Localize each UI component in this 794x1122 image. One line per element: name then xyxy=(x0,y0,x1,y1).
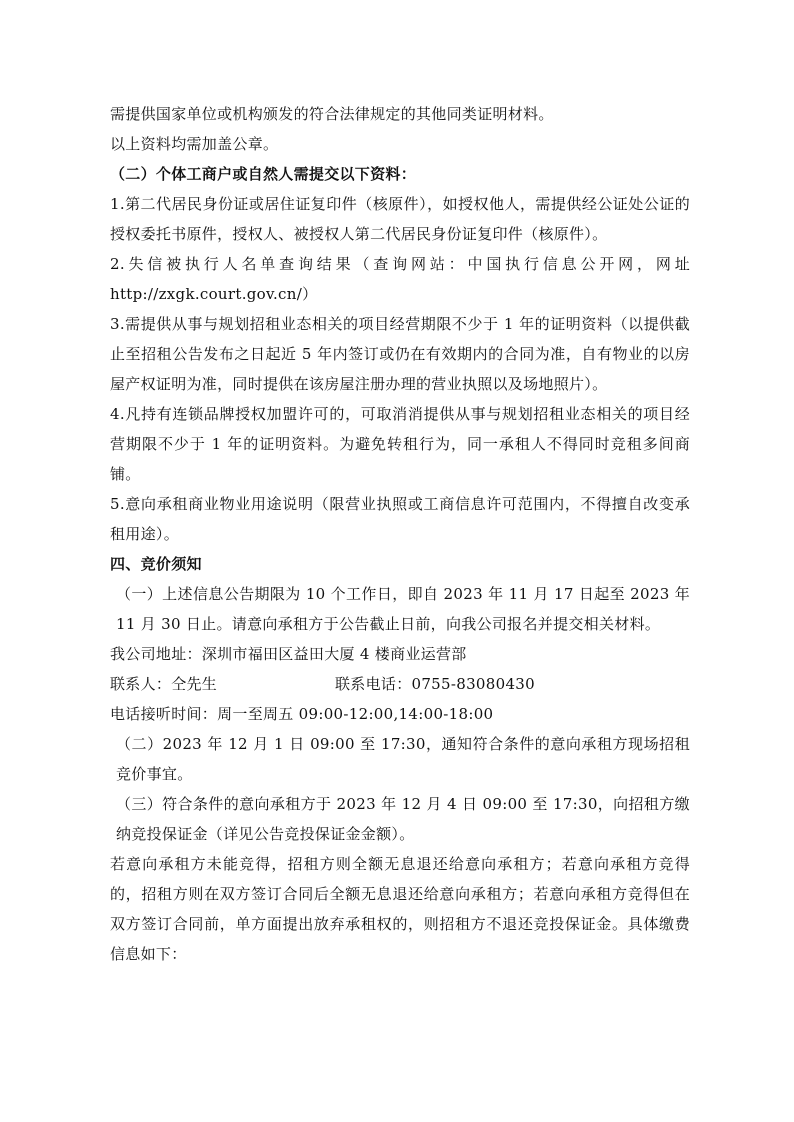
notice-deposit-date: （三）符合条件的意向承租方于 2023 年 12 月 4 日 09:00 至 17:30，向招租方缴纳竞投保证金（详见公告竞投保证金金额）。 xyxy=(116,795,690,843)
list-item-franchise: 4.凡持有连锁品牌授权加盟许可的，可取消消提供从事与规划招租业态相关的项目经营期限不少于 1 年的证明资料。为避免转租行为，同一承租人不得同时竞租多间商铺。 xyxy=(110,405,690,483)
contact-person: 联系人：仝先生 xyxy=(110,675,218,693)
list-item-id-card: 1.第二代居民身份证或居住证复印件（核原件），如授权他人，需提供经公证处公证的授权委托书原件，授权人、被授权人第二代居民身份证复印件（核原件）。 xyxy=(110,195,690,243)
deposit-refund-terms: 若意向承租方未能竞得，招租方则全额无息退还给意向承租方；若意向承租方竞得的，招租方则在双方签订合同后全额无息退还给意向承租方；若意向承租方竞得但在双方签订合同前，单方面提出放弃承租权的，则招租方不退还竞投保证金。具体缴费信息如下： xyxy=(110,855,690,963)
list-item-business-proof: 3.需提供从事与规划招租业态相关的项目经营期限不少于 1 年的证明资料（以提供截止至招租公告发布之日起近 5 年内签订或仍在有效期内的合同为准，自有物业的以房屋产权证明为准，同时提供在该房屋注册办理的营业执照以及场地照片）。 xyxy=(110,315,690,393)
paragraph-stamp-requirement: 以上资料均需加盖公章。 xyxy=(110,135,279,153)
contact-line xyxy=(110,669,690,699)
paragraph-other-certificates: 需提供国家单位或机构颁发的符合法律规定的其他同类证明材料。 xyxy=(110,105,554,123)
notice-period: （一）上述信息公告期限为 10 个工作日，即自 2023 年 11 月 17 日起至 2023 年 11 月 30 日止。请意向承租方于公告截止日前，向我公司报名并提交相关材料。 xyxy=(116,585,690,633)
list-item-credit-check: 2.失信被执行人名单查询结果（查询网站：中国执行信息公开网，网址http://zxgk.court.gov.cn/） xyxy=(110,255,690,303)
company-address: 我公司地址：深圳市福田区益田大厦 4 楼商业运营部 xyxy=(110,645,467,663)
document-body xyxy=(110,99,690,969)
contact-phone: 联系电话：0755-83080430 xyxy=(335,675,535,693)
section-individual-title: （二）个体工商户或自然人需提交以下资料： xyxy=(110,165,417,183)
notice-bidding-date: （二）2023 年 12 月 1 日 09:00 至 17:30，通知符合条件的意向承租方现场招租竞价事宜。 xyxy=(116,735,690,783)
phone-hours: 电话接听时间：周一至周五 09:00-12:00,14:00-18:00 xyxy=(110,705,494,723)
list-item-usage-statement: 5.意向承租商业物业用途说明（限营业执照或工商信息许可范围内，不得擅自改变承租用途）。 xyxy=(110,495,690,543)
section-bidding-title: 四、竞价须知 xyxy=(110,555,202,573)
